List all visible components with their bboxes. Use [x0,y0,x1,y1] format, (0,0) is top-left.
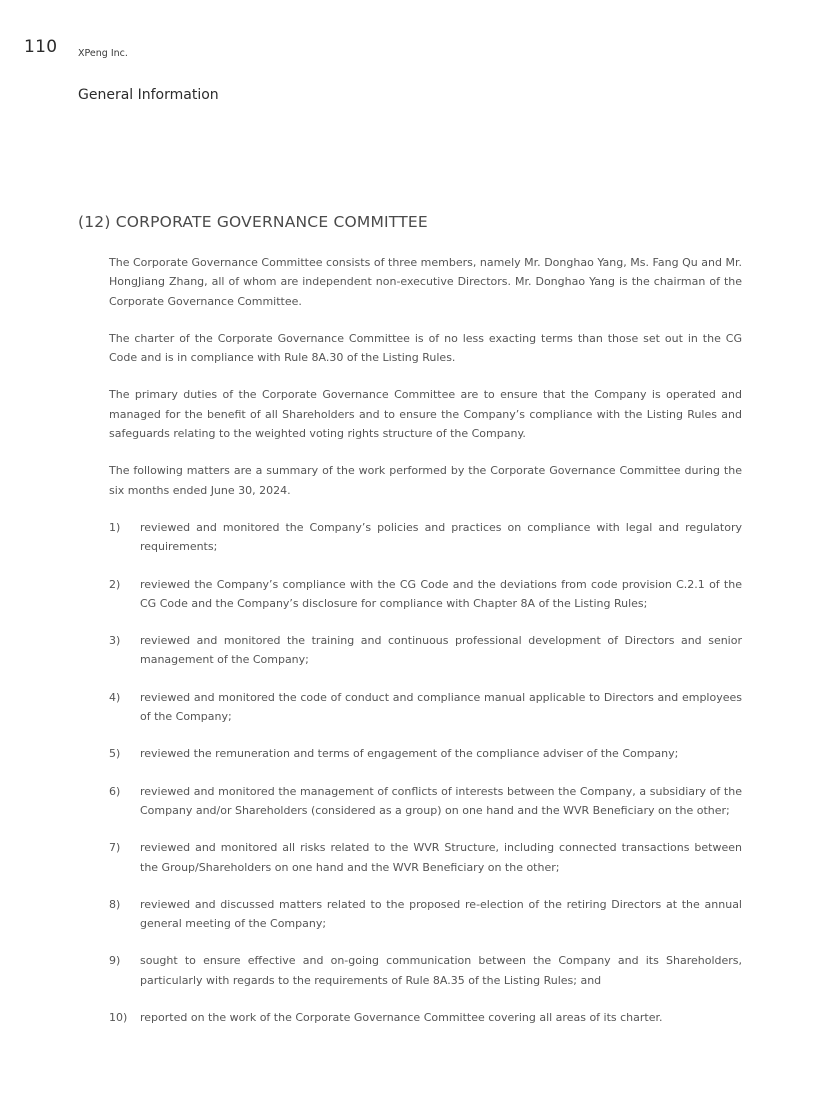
list-item [109,838,742,877]
section-header: General Information [78,87,219,103]
list-item-text: reviewed and monitored the training and continuous professional development of Directors and senior management of the Company; [140,634,742,667]
list-item-number: 8) [109,897,121,911]
paragraph-members: The Corporate Governance Committee consists of three members, namely Mr. Donghao Yang, Ms. Fang Qu and Mr. HongJiang Zhang, all of whom are independent non-executive Directors. Mr. Donghao Yang is the chairman of the Corporate Governance Committee. [109,256,742,308]
list-item-text: reviewed and monitored the Company’s policies and practices on compliance with legal and regulatory requirements; [140,520,742,554]
list-item-number: 10) [109,1011,128,1025]
list-item [109,744,742,763]
list-item-text: reviewed and monitored all risks related to the WVR Structure, including connected transactions between the Group/Shareholders on one hand and the WVR Beneficiary on the other; [140,841,742,874]
list-item [109,688,742,727]
list-item-number: 1) [109,520,121,534]
company-name: XPeng Inc. [78,48,128,59]
list-item-text: reviewed the remuneration and terms of engagement of the compliance adviser of the Company; [140,747,679,761]
page-number: 110 [24,37,58,57]
list-item-number: 6) [109,784,121,798]
list-item [109,895,742,934]
list-item-text: reviewed and discussed matters related to the proposed re-election of the retiring Directors at the annual general meeting of the Company; [140,897,742,931]
list-item-number: 2) [109,577,121,591]
list-item [109,631,742,670]
list-item-number: 4) [109,690,121,704]
paragraph-charter: The charter of the Corporate Governance Committee is of no less exacting terms than those set out in the CG Code and is in compliance with Rule 8A.30 of the Listing Rules. [109,331,742,365]
committee-heading: (12) CORPORATE GOVERNANCE COMMITTEE [78,213,428,231]
paragraph-duties: The primary duties of the Corporate Governance Committee are to ensure that the Company is operated and managed for the benefit of all Shareholders and to ensure the Company’s compliance with the Listing Rules and safeguards relating to the weighted voting rights structure of the Company. [109,388,742,441]
list-item [109,1008,742,1027]
list-item-text: reported on the work of the Corporate Governance Committee covering all areas of its charter. [140,1011,663,1025]
list-item-number: 5) [109,747,121,761]
list-item [109,782,742,821]
list-item [109,518,742,557]
list-item-number: 7) [109,841,121,855]
section-body [109,253,742,1045]
list-item-number: 9) [109,954,121,968]
list-item-text: reviewed and monitored the code of conduct and compliance manual applicable to Directors and employees of the Company; [140,690,742,724]
paragraph-summary-intro: The following matters are a summary of the work performed by the Corporate Governance Committee during the six months ended June 30, 2024. [109,464,742,497]
work-summary-list [109,518,742,1027]
list-item [109,951,742,990]
list-item-text: sought to ensure effective and on-going communication between the Company and its Shareholders, particularly with regards to the requirements of Rule 8A.35 of the Listing Rules; and [140,954,742,987]
list-item-number: 3) [109,634,121,648]
list-item-text: reviewed and monitored the management of conflicts of interests between the Company, a subsidiary of the Company and/or Shareholders (considered as a group) on one hand and the WVR Beneficiary on the other; [140,784,742,817]
list-item [109,575,742,614]
list-item-text: reviewed the Company’s compliance with the CG Code and the deviations from code provision C.2.1 of the CG Code and the Company’s disclosure for compliance with Chapter 8A of the Listing Rules; [140,577,742,610]
